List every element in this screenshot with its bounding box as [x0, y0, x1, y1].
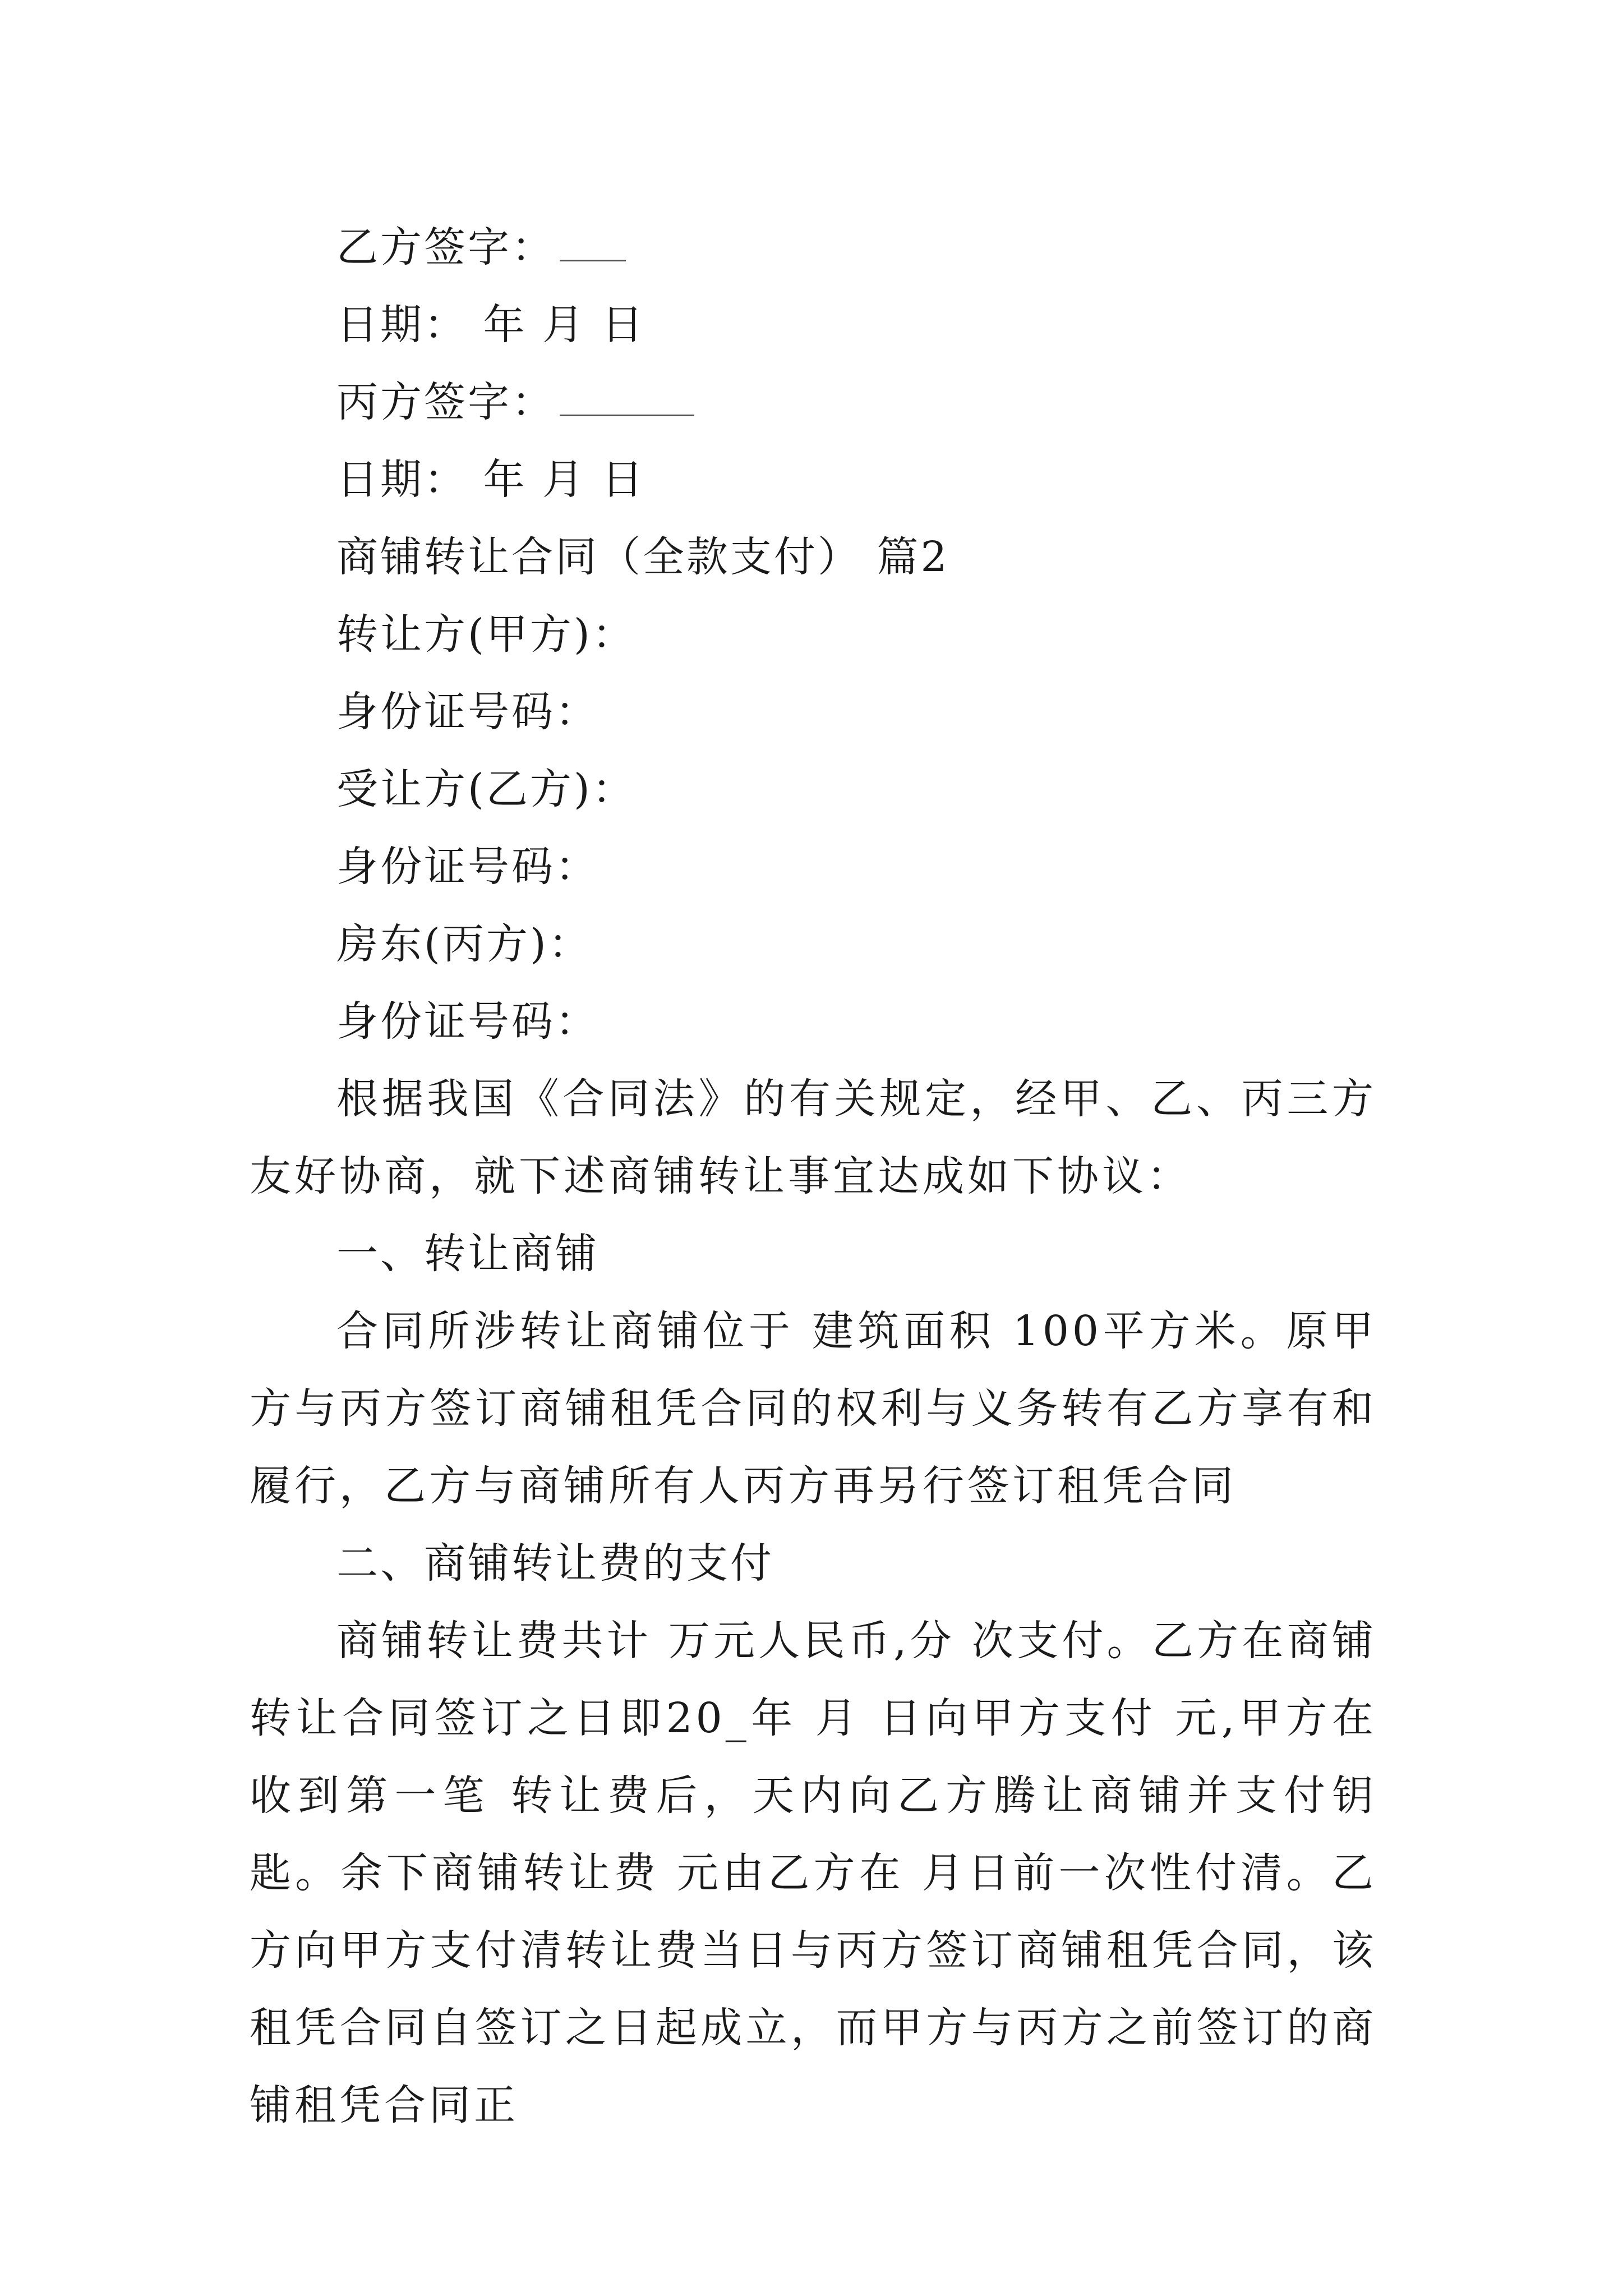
section-2-heading: 二、商铺转让费的支付 [336, 1539, 774, 1588]
date-line-1: 日期： 年 月 日 [336, 301, 645, 349]
transferor-field: 转让方(甲方)： [336, 610, 636, 659]
party-b-signature-label: 乙方签字： [336, 223, 555, 272]
transferee-id-field: 身份证号码： [336, 843, 599, 891]
transferee-field: 受让方(乙方)： [336, 765, 636, 813]
party-b-signature-blank [560, 226, 626, 261]
transferor-id-field: 身份证号码： [336, 688, 599, 736]
section-1-body: 合同所涉转让商铺位于 建筑面积 100平方米。原甲方与丙方签订商铺租凭合同的权利与义务转有乙方享有和履行，乙方与商铺所有人丙方再另行签订租凭合同 [250, 1307, 1377, 1510]
date-line-2: 日期： 年 月 日 [336, 455, 645, 504]
party-c-signature-label: 丙方签字： [336, 378, 555, 426]
contract-title: 商铺转让合同（全款支付） 篇2 [336, 533, 949, 581]
party-c-signature-line [250, 364, 1377, 441]
party-b-signature-line [250, 209, 1377, 286]
document-body [250, 209, 1377, 2144]
party-c-signature-blank [560, 381, 694, 416]
section-1-heading: 一、转让商铺 [336, 1230, 599, 1278]
intro-paragraph: 根据我国《合同法》的有关规定，经甲、乙、丙三方友好协商，就下述商铺转让事宜达成如下协议： [250, 1075, 1377, 1200]
landlord-field: 房东(丙方)： [336, 920, 592, 968]
section-2-body: 商铺转让费共计 万元人民币,分 次支付。乙方在商铺转让合同签订之日即20_年 月 日向甲方支付 元,甲方在收到第一笔 转让费后，天内向乙方腾让商铺并支付钥匙。余下商铺转让费 元由乙方在 月日前一次性付清。乙方向甲方支付清转让费当日与丙方签订商铺租凭合同，该租凭合同自签订之日起成立，而甲方与丙方之前签订的商铺租凭合同正 [250, 1617, 1377, 2129]
landlord-id-field: 身份证号码： [336, 997, 599, 1046]
